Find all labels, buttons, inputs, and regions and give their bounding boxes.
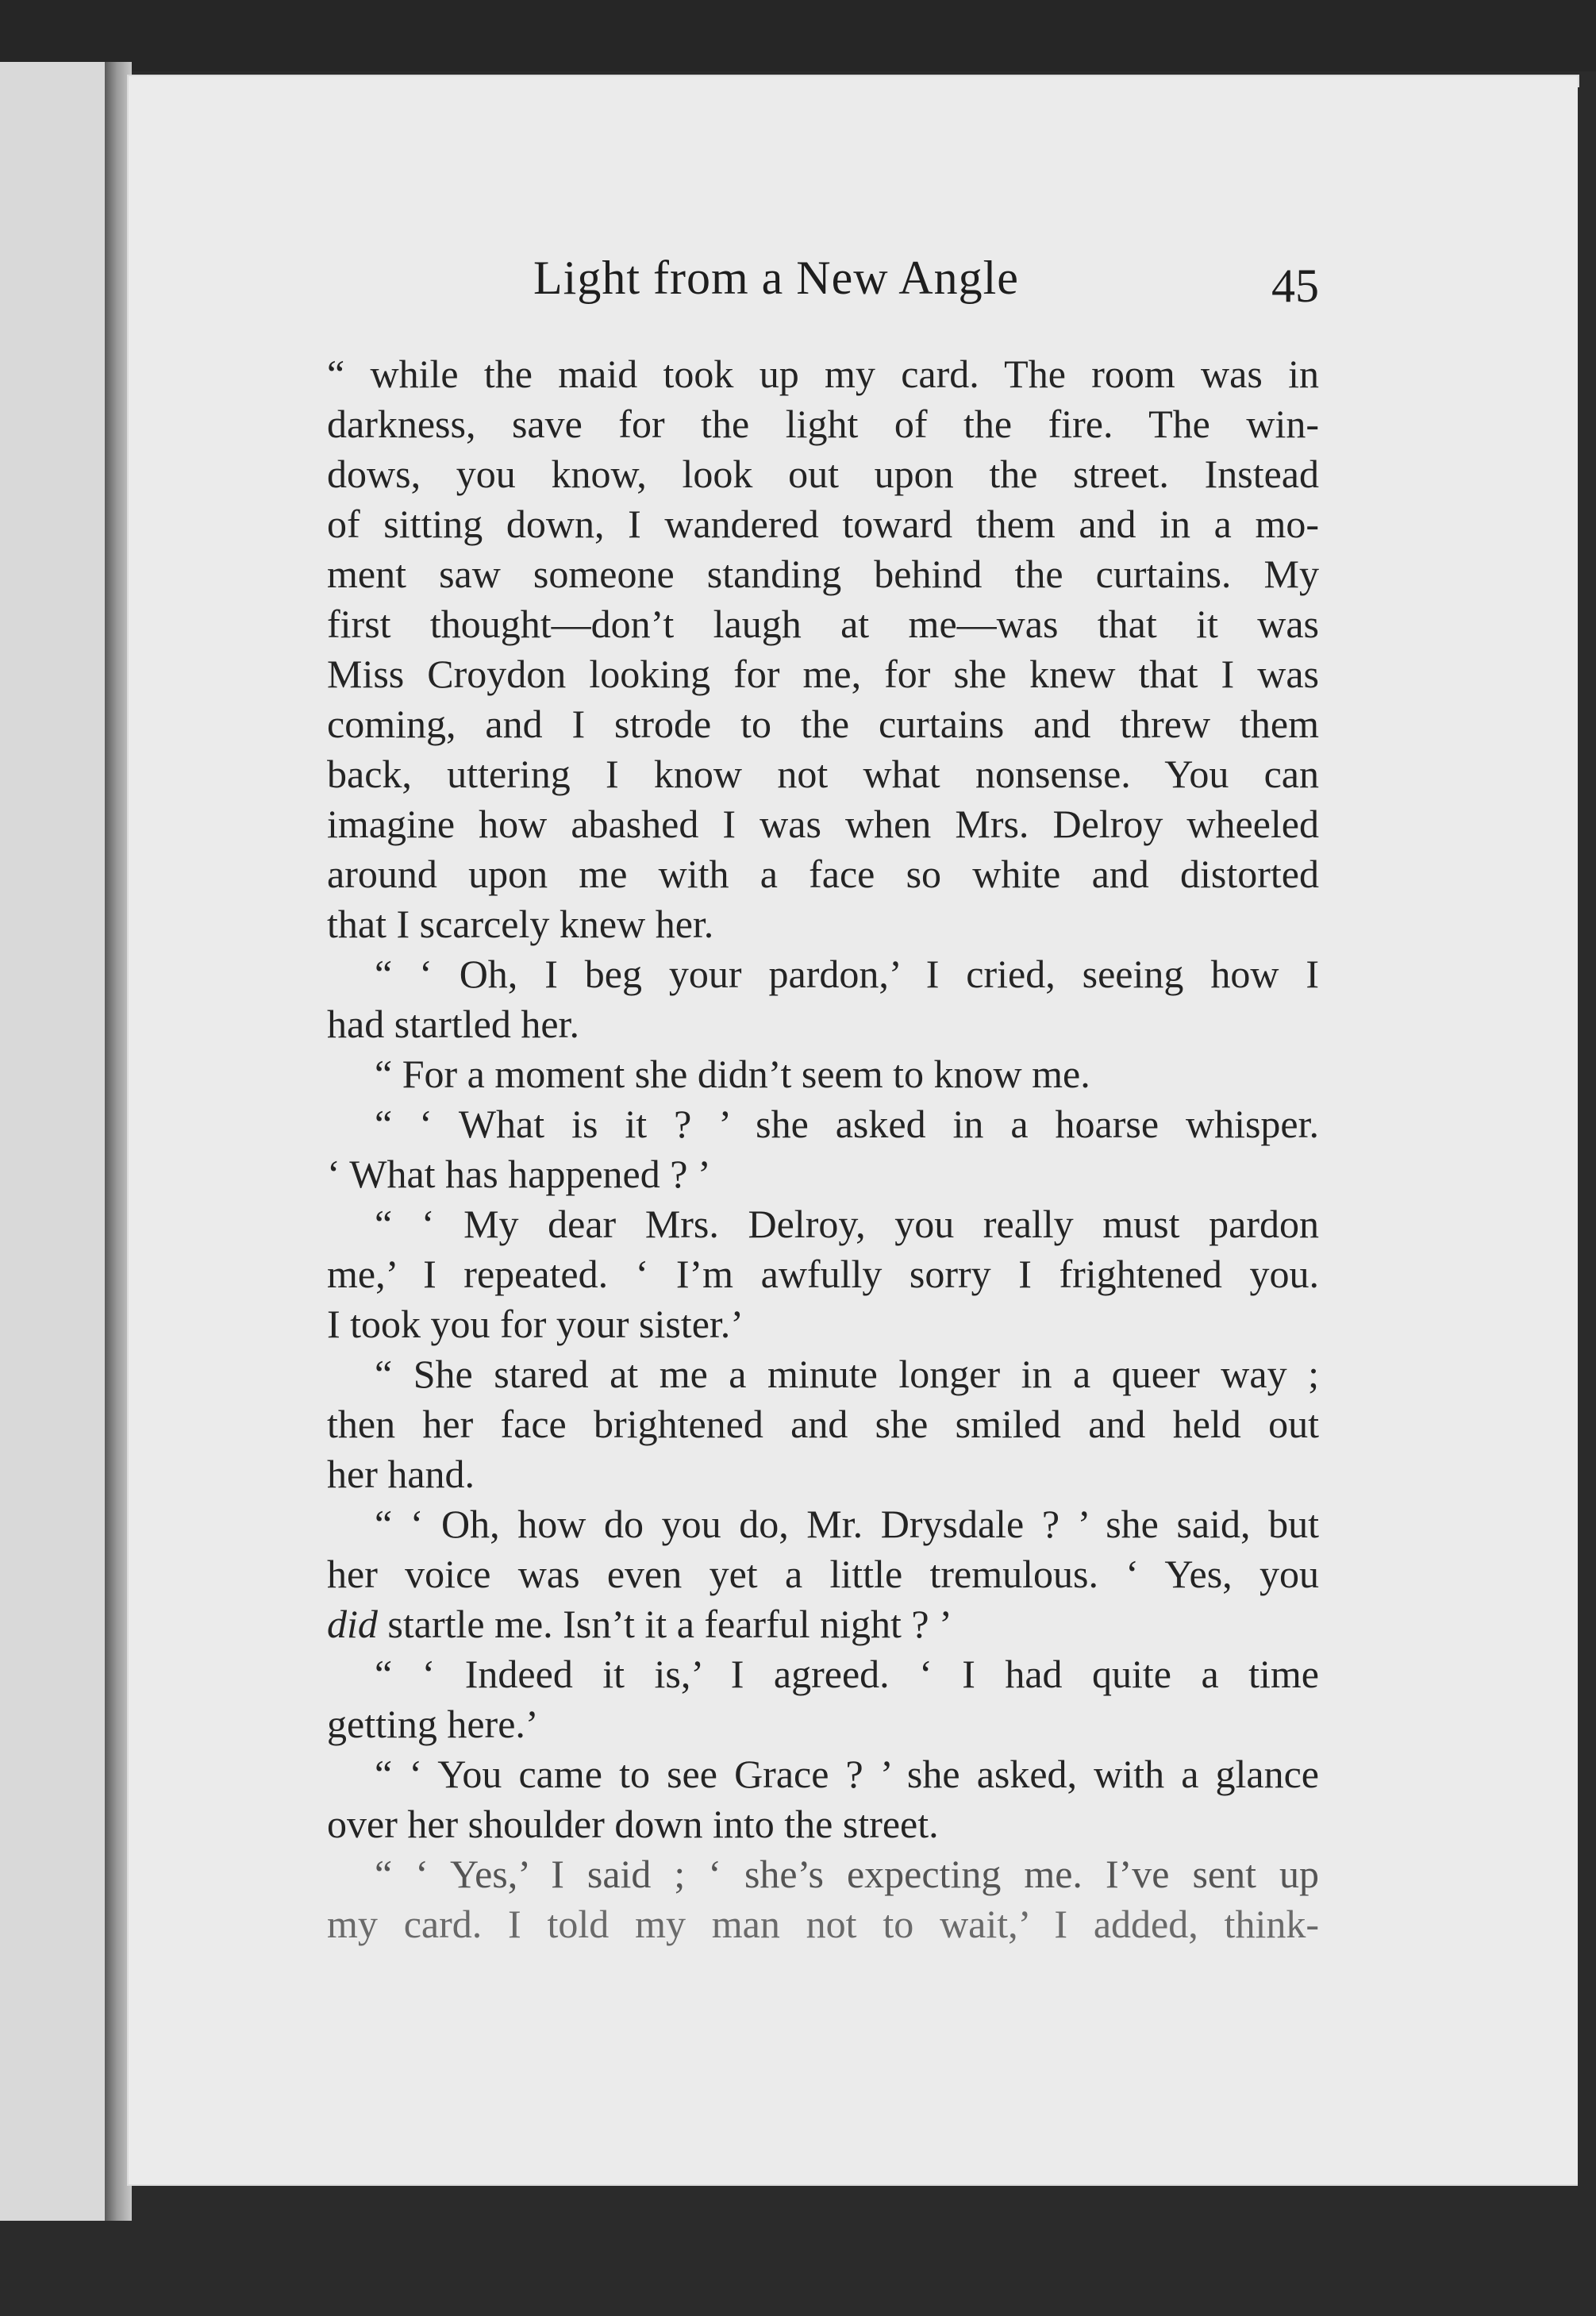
text-line: I took you for your sister.’ [327, 1302, 744, 1346]
text-line: then her face brightened and she smiled and held out [327, 1402, 1319, 1446]
text-line: “ For a moment she didn’t seem to know me. [375, 1052, 1090, 1096]
text-line: around upon me with a face so white and distorted [327, 852, 1319, 896]
text-line: ment saw someone standing behind the curtains. My [327, 552, 1319, 596]
text-line: ‘ What has happened ? ’ [327, 1152, 711, 1196]
text-line: her hand. [327, 1452, 475, 1496]
text-line-rest: startle me. Isn’t it a fearful night ? ’ [387, 1602, 952, 1646]
text-line: first thought—don’t laugh at me—was that it was [327, 602, 1319, 646]
text-line: “ She stared at me a minute longer in a queer way ; [375, 1352, 1319, 1396]
text-line: imagine how abashed I was when Mrs. Delroy wheeled [327, 802, 1319, 846]
text-line: coming, and I strode to the curtains and threw them [327, 702, 1319, 746]
text-line: my card. I told my man not to wait,’ I added, think- [327, 1902, 1319, 1946]
text-line: dows, you know, look out upon the street. Instead [327, 452, 1319, 496]
text-line: darkness, save for the light of the fire. The win- [327, 402, 1319, 446]
italic-word: did [327, 1602, 378, 1646]
text-line: getting here.’ [327, 1702, 539, 1746]
text-line: her voice was even yet a little tremulous. ‘ Yes, you [327, 1552, 1319, 1596]
text-line: back, uttering I know not what nonsense. You can [327, 752, 1319, 796]
scan-background [0, 0, 1596, 71]
text-line: “ ‘ Oh, how do you do, Mr. Drysdale ? ’ she said, but [375, 1502, 1319, 1546]
running-header [325, 251, 1319, 338]
text-line: had startled her. [327, 1002, 579, 1046]
page-number: 45 [1271, 260, 1319, 312]
text-line: that I scarcely knew her. [327, 902, 714, 946]
text-line: “ ‘ Indeed it is,’ I agreed. ‘ I had quite a time [375, 1652, 1319, 1696]
text-line: “ ‘ My dear Mrs. Delroy, you really must pardon [375, 1202, 1319, 1246]
text-line: Miss Croydon looking for me, for she knew that I was [327, 652, 1319, 696]
page-edge-shadow [1578, 87, 1596, 2199]
body-text [327, 349, 1319, 1949]
text-line: me,’ I repeated. ‘ I’m awfully sorry I frightened you. [327, 1252, 1319, 1296]
text-line: “ ‘ Oh, I beg your pardon,’ I cried, seeing how I [375, 952, 1319, 996]
running-title: Light from a New Angle [533, 252, 1019, 304]
text-line: over her shoulder down into the street. [327, 1802, 939, 1846]
text-line: of sitting down, I wandered toward them and in a mo- [327, 502, 1319, 546]
facing-page-edge [0, 62, 111, 2221]
text-line: “ ‘ What is it ? ’ she asked in a hoarse whisper. [375, 1102, 1319, 1146]
text-line [327, 1599, 1319, 1649]
text-line: “ ‘ Yes,’ I said ; ‘ she’s expecting me. I’ve sent up [375, 1852, 1319, 1896]
text-line: “ while the maid took up my card. The room was in [327, 352, 1319, 396]
text-line: “ ‘ You came to see Grace ? ’ she asked, with a glance [375, 1752, 1319, 1796]
